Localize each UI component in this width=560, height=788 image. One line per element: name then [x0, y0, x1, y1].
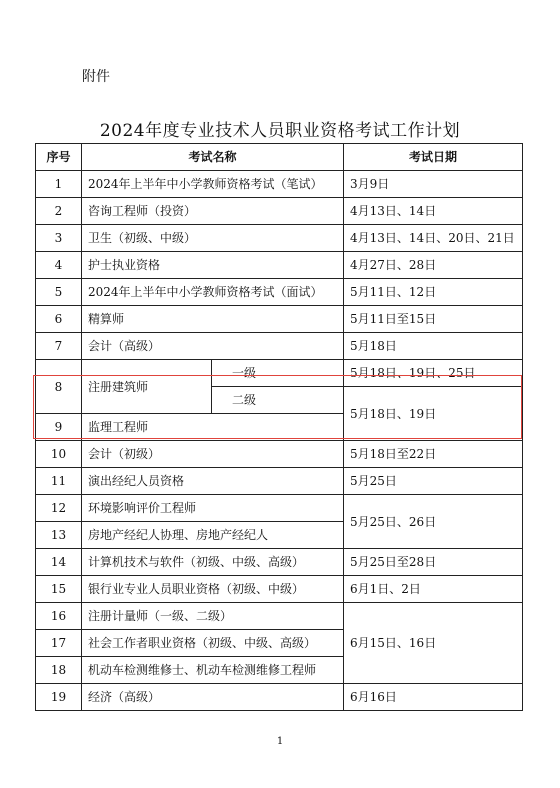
table-row: [36, 441, 523, 468]
row-number: 14: [36, 549, 82, 576]
table-header-row: [36, 144, 523, 171]
exam-date: 5月18日、19日: [344, 387, 523, 441]
exam-date: 6月16日: [344, 684, 523, 711]
table-row: [36, 684, 523, 711]
exam-date: 5月25日至28日: [344, 549, 523, 576]
exam-date: 4月13日、14日、20日、21日: [344, 225, 523, 252]
row-number: 4: [36, 252, 82, 279]
exam-name: 精算师: [82, 306, 344, 333]
exam-date: 6月1日、2日: [344, 576, 523, 603]
row-number: 2: [36, 198, 82, 225]
exam-name: 机动车检测维修士、机动车检测维修工程师: [82, 657, 344, 684]
row-number: 17: [36, 630, 82, 657]
table-row: [36, 225, 523, 252]
table-row: [36, 279, 523, 306]
row-number: 10: [36, 441, 82, 468]
column-header-exam-name: 考试名称: [82, 144, 344, 171]
row-number: 9: [36, 414, 82, 441]
exam-name: 银行业专业人员职业资格（初级、中级）: [82, 576, 344, 603]
exam-name: 会计（高级）: [82, 333, 344, 360]
table-row: [36, 495, 523, 522]
exam-date: 5月25日: [344, 468, 523, 495]
row-number: 6: [36, 306, 82, 333]
exam-date: 3月9日: [344, 171, 523, 198]
exam-subcategory: 二级: [212, 387, 344, 414]
table-row: [36, 603, 523, 630]
exam-date: 5月18日: [344, 333, 523, 360]
exam-date: 5月18日至22日: [344, 441, 523, 468]
table-row: [36, 171, 523, 198]
exam-name: 计算机技术与软件（初级、中级、高级）: [82, 549, 344, 576]
row-number: 7: [36, 333, 82, 360]
page-title: 2024年度专业技术人员职业资格考试工作计划: [99, 121, 461, 141]
exam-name: 房地产经纪人协理、房地产经纪人: [82, 522, 344, 549]
table-row: [36, 252, 523, 279]
table-row: [36, 360, 523, 387]
column-header-exam-date: 考试日期: [344, 144, 523, 171]
exam-name: 环境影响评价工程师: [82, 495, 344, 522]
row-number: 18: [36, 657, 82, 684]
exam-date: 5月18日、19日、25日: [344, 360, 523, 387]
row-number: 19: [36, 684, 82, 711]
exam-name: 护士执业资格: [82, 252, 344, 279]
exam-schedule-table: [35, 143, 523, 711]
exam-date: 6月15日、16日: [344, 603, 523, 684]
exam-name: 经济（高级）: [82, 684, 344, 711]
exam-date: 5月11日至15日: [344, 306, 523, 333]
exam-name: 社会工作者职业资格（初级、中级、高级）: [82, 630, 344, 657]
exam-name: 咨询工程师（投资）: [82, 198, 344, 225]
row-number: 3: [36, 225, 82, 252]
table-row: [36, 333, 523, 360]
table-row: [36, 576, 523, 603]
exam-name: 卫生（初级、中级）: [82, 225, 344, 252]
column-header-number: 序号: [36, 144, 82, 171]
exam-name: 2024年上半年中小学教师资格考试（笔试）: [82, 171, 344, 198]
exam-name: 演出经纪人员资格: [82, 468, 344, 495]
table-row: [36, 468, 523, 495]
exam-date: 4月13日、14日: [344, 198, 523, 225]
row-number: 5: [36, 279, 82, 306]
table-row: [36, 198, 523, 225]
exam-name: 注册计量师（一级、二级）: [82, 603, 344, 630]
row-number: 13: [36, 522, 82, 549]
exam-name: 会计（初级）: [82, 441, 344, 468]
exam-date: 5月25日、26日: [344, 495, 523, 549]
row-number: 15: [36, 576, 82, 603]
row-number: 16: [36, 603, 82, 630]
exam-date: 5月11日、12日: [344, 279, 523, 306]
exam-name: 监理工程师: [82, 414, 344, 441]
row-number: 12: [36, 495, 82, 522]
row-number: 1: [36, 171, 82, 198]
exam-name: 注册建筑师: [82, 360, 212, 414]
table-row: [36, 549, 523, 576]
page-number: 1: [276, 736, 284, 747]
attachment-label: 附件: [82, 69, 110, 85]
row-number: 8: [36, 360, 82, 414]
exam-name: 2024年上半年中小学教师资格考试（面试）: [82, 279, 344, 306]
exam-date: 4月27日、28日: [344, 252, 523, 279]
row-number: 11: [36, 468, 82, 495]
exam-subcategory: 一级: [212, 360, 344, 387]
table-row: [36, 306, 523, 333]
